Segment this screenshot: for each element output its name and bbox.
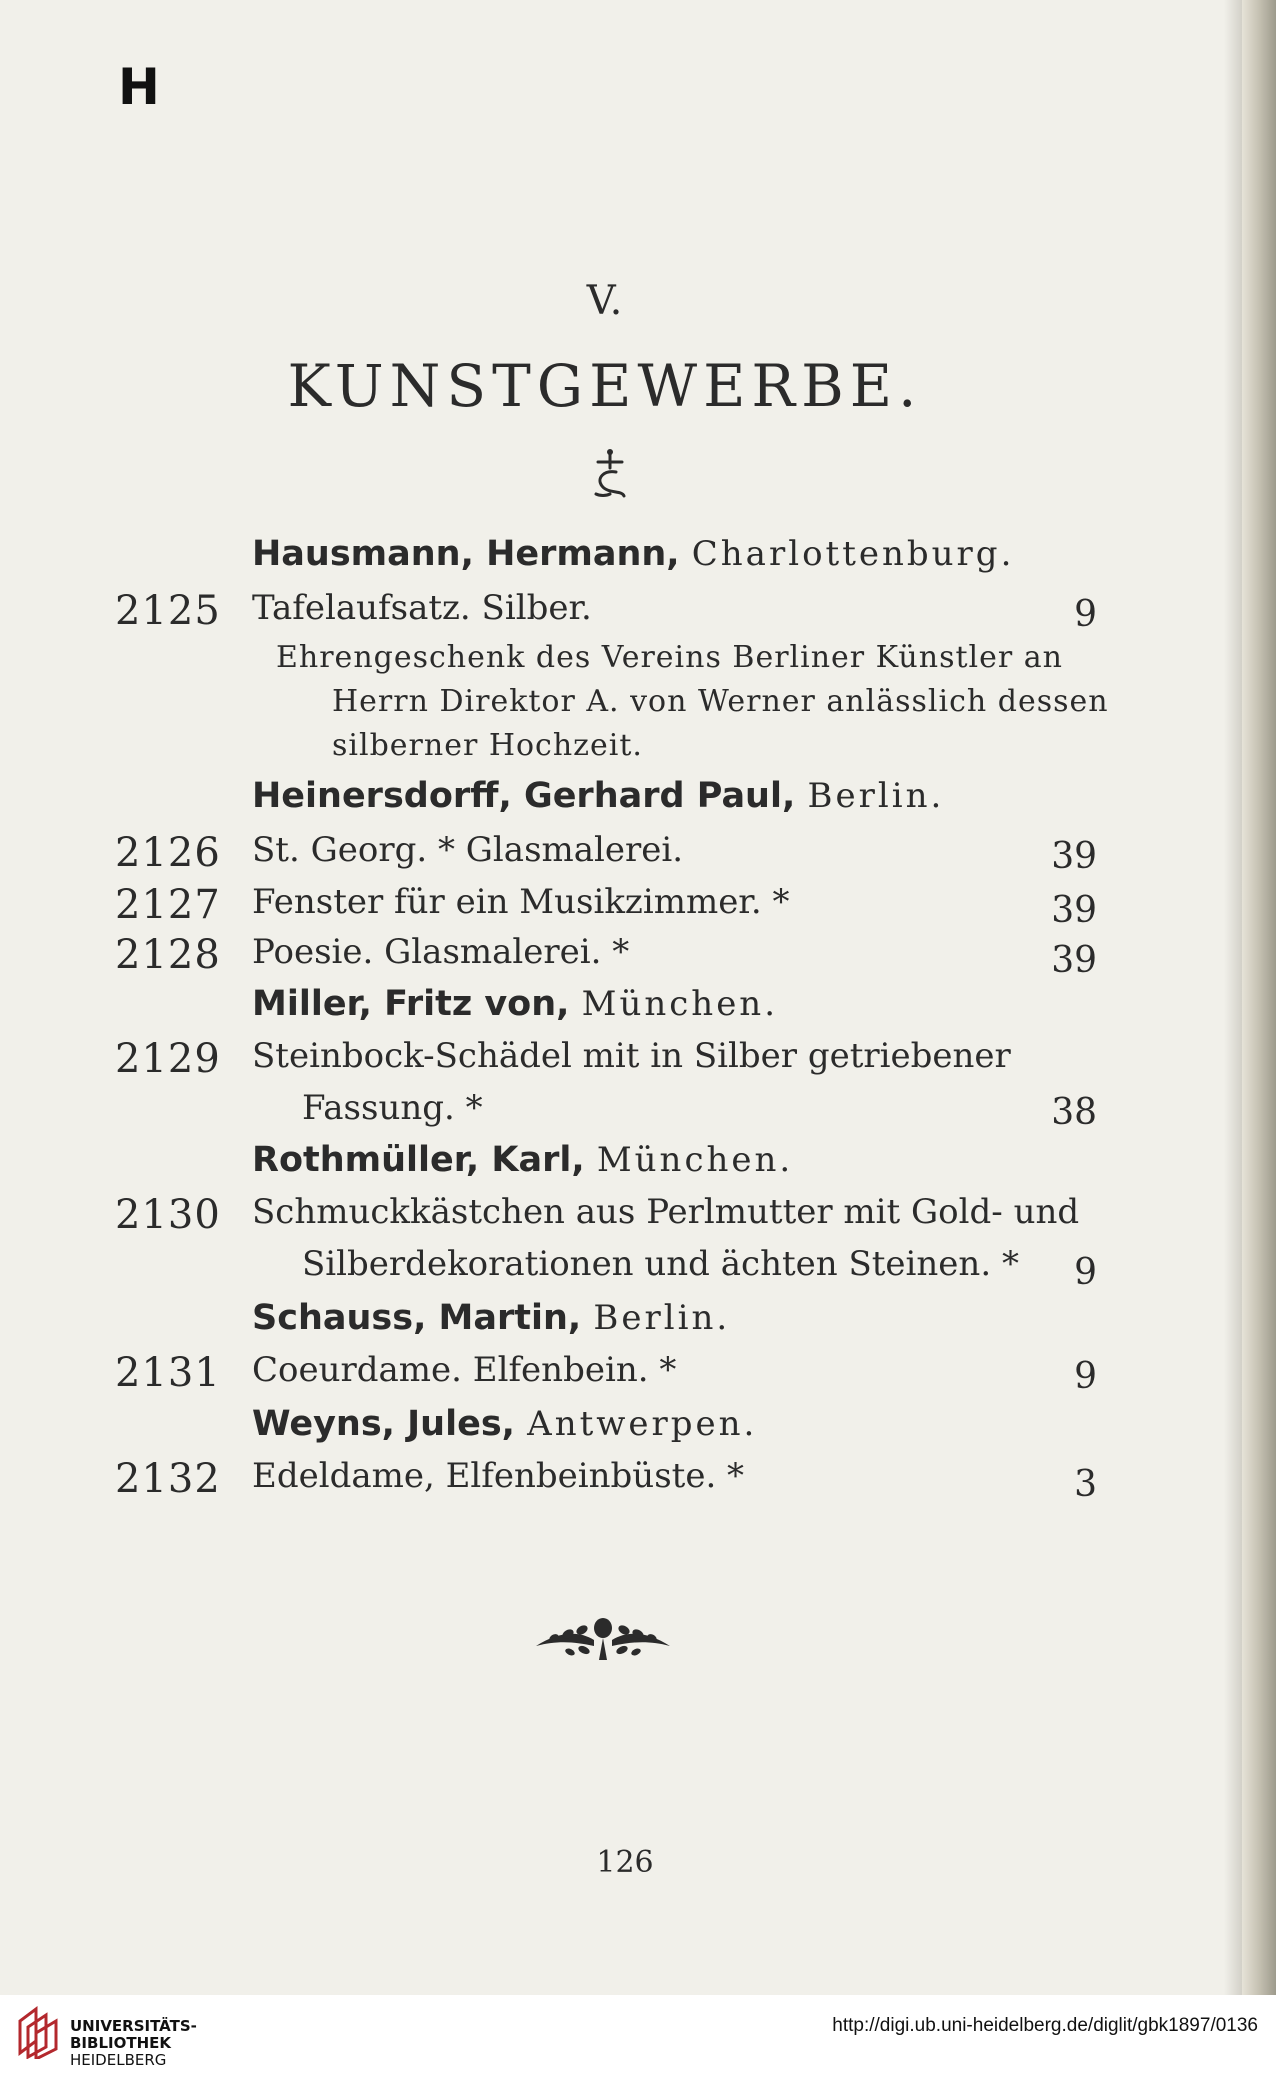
artist-name: Heinersdorff, Gerhard Paul, [252, 776, 796, 816]
artist-heading [252, 984, 1152, 1024]
catalog-entry [0, 1350, 1200, 1400]
artist-city: Berlin. [593, 1298, 731, 1338]
entry-note-line: Herrn Direktor A. von Werner anlässlich dessen [332, 684, 1109, 719]
catalog-entry-continuation [0, 1244, 1200, 1294]
entry-note-line: Ehrengeschenk des Vereins Berliner Künstler an [276, 640, 1063, 675]
page-edge [1242, 0, 1276, 1995]
entry-price: 9 [1074, 1356, 1097, 1397]
section-title: KUNSTGEWERBE. [287, 352, 923, 420]
artist-heading [252, 1298, 1152, 1338]
entry-title-continuation: Fassung. * [302, 1088, 483, 1128]
artist-city: Berlin. [807, 776, 945, 816]
section-number: V. [586, 278, 624, 324]
entry-price: 39 [1051, 836, 1097, 877]
leaf-vignette-icon [528, 1610, 678, 1662]
artist-city: Charlottenburg. [691, 534, 1015, 574]
entry-price: 39 [1051, 890, 1097, 931]
floral-dingbat-icon [586, 448, 634, 500]
artist-name: Miller, Fritz von, [252, 984, 570, 1024]
catalog-entry [0, 1456, 1200, 1506]
catalog-entry [0, 830, 1200, 880]
entry-price: 9 [1074, 594, 1097, 635]
entry-price: 3 [1074, 1464, 1097, 1505]
library-name-line: HEIDELBERG [70, 2051, 167, 2069]
entry-number: 2129 [115, 1036, 221, 1082]
artist-heading [252, 1404, 1152, 1444]
catalog-entry [0, 882, 1200, 932]
artist-heading [252, 534, 1152, 574]
page-gutter-shadow [1224, 0, 1242, 1995]
artist-heading [252, 776, 1152, 816]
entry-note-line: silberner Hochzeit. [332, 728, 643, 763]
entry-number: 2131 [115, 1350, 221, 1396]
entry-number: 2128 [115, 932, 221, 978]
entry-title: Steinbock-Schädel mit in Silber getriebener [252, 1036, 1011, 1076]
library-logo-icon [14, 2003, 60, 2059]
source-url-link[interactable]: http://digi.ub.uni-heidelberg.de/diglit/gbk1897/0136 [832, 2015, 1258, 2036]
entry-price: 9 [1074, 1252, 1097, 1293]
entry-title: St. Georg. * Glasmalerei. [252, 830, 684, 870]
entry-number: 2132 [115, 1456, 221, 1502]
entry-number: 2126 [115, 830, 221, 876]
library-name-line: BIBLIOTHEK [70, 2034, 171, 2052]
page-number: 126 [596, 1845, 654, 1880]
entry-title: Schmuckkästchen aus Perlmutter mit Gold- und [252, 1192, 1080, 1232]
catalog-entry [0, 1192, 1200, 1242]
entry-title-continuation: Silberdekorationen und ächten Steinen. * [302, 1244, 1019, 1284]
artist-name: Hausmann, Hermann, [252, 534, 680, 574]
library-name-line: UNIVERSITÄTS- [70, 2017, 197, 2035]
artist-name: Rothmüller, Karl, [252, 1140, 585, 1180]
artist-city: Antwerpen. [527, 1404, 758, 1444]
artist-name: Weyns, Jules, [252, 1404, 515, 1444]
artist-city: München. [596, 1140, 794, 1180]
artist-city: München. [581, 984, 779, 1024]
entry-number: 2130 [115, 1192, 221, 1238]
entry-number: 2125 [115, 588, 221, 634]
artist-heading [252, 1140, 1152, 1180]
artist-name: Schauss, Martin, [252, 1298, 582, 1338]
entry-title: Coeurdame. Elfenbein. * [252, 1350, 677, 1390]
catalog-entry-continuation [0, 1088, 1200, 1138]
catalog-entry [0, 932, 1200, 982]
library-name [70, 2018, 197, 2069]
entry-title: Fenster für ein Musikzimmer. * [252, 882, 790, 922]
entry-title: Poesie. Glasmalerei. * [252, 932, 630, 972]
corner-marker: H [118, 58, 160, 116]
entry-number: 2127 [115, 882, 221, 928]
catalog-entry [0, 1036, 1200, 1086]
entry-title: Tafelaufsatz. Silber. [252, 588, 592, 628]
catalog-entry [0, 588, 1200, 638]
entry-price: 38 [1051, 1092, 1097, 1133]
entry-title: Edeldame, Elfenbeinbüste. * [252, 1456, 745, 1496]
entry-price: 39 [1051, 940, 1097, 981]
